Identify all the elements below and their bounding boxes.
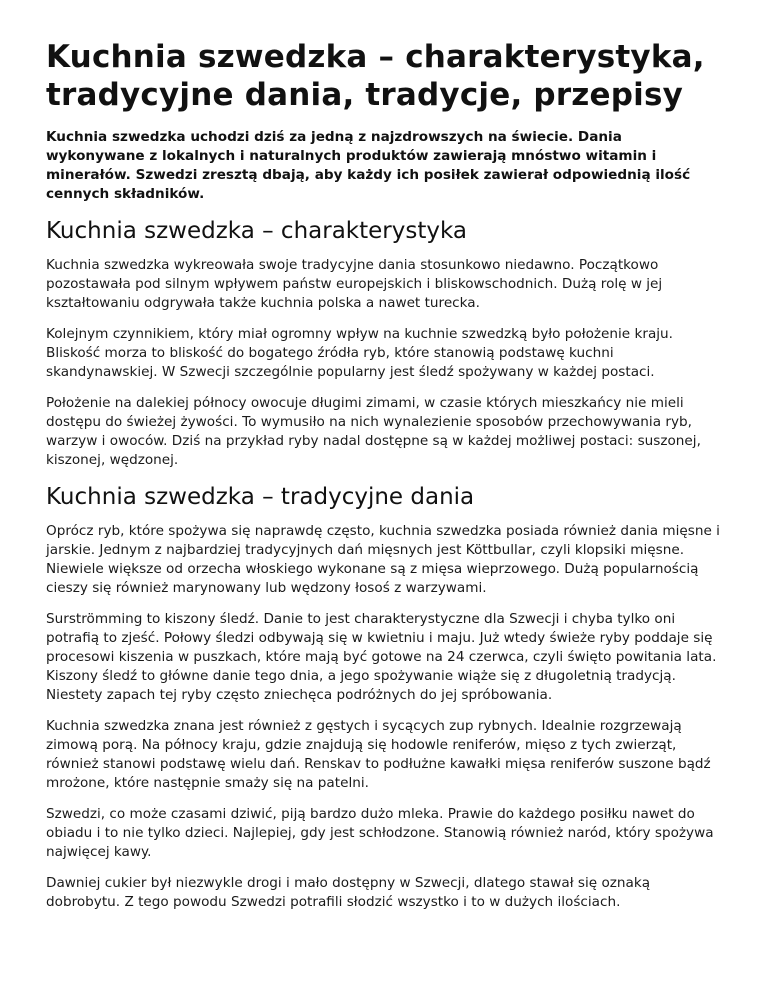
paragraph: Dawniej cukier był niezwykle drogi i mało dostępny w Szwecji, dlatego stawał się oznaką dobrobytu. Z tego powodu Szwedzi potrafili słodzić wszystko i to w dużych ilościach. xyxy=(46,875,651,910)
paragraph: Kuchnia szwedzka wykreowała swoje tradycyjne dania stosunkowo niedawno. Początkowo pozostawała pod silnym wpływem państw europejskich i bliskowschodnich. Dużą rolę w jej kształtowaniu odgrywała także kuchnia polska a nawet turecka. xyxy=(46,257,663,311)
paragraph: Kolejnym czynnikiem, który miał ogromny wpływ na kuchnie szwedzką było położenie kraju. Bliskość morza to bliskość do bogatego źródła ryb, które stanowią podstawę kuchni skandynawskiej. W Szwecji szczególnie popularny jest śledź spożywany w każdej postaci. xyxy=(46,326,673,380)
paragraph: Szwedzi, co może czasami dziwić, piją bardzo dużo mleka. Prawie do każdego posiłku nawet do obiadu i to nie tylko dzieci. Najlepiej, gdy jest schłodzone. Stanowią również naród, który spożywa najwięcej kawy. xyxy=(46,806,714,860)
page-title: Kuchnia szwedzka – charakterystyka, tradycyjne dania, tradycje, przepisy xyxy=(46,39,705,113)
section-heading-tradycyjne-dania: Kuchnia szwedzka – tradycyjne dania xyxy=(46,484,475,510)
paragraph: Surströmming to kiszony śledź. Danie to jest charakterystyczne dla Szwecji i chyba tylko oni potrafią to zjeść. Połowy śledzi odbywają się w kwietniu i maju. Już wtedy świeże ryby poddaje się procesowi kiszenia w puszkach, które mają być gotowe na 24 czerwca, czyli święto powitania lata. Kiszony śledź to główne danie tego dnia, a jego spożywanie wiąże się z długoletnią tradycją. Niestety zapach tej ryby często zniechęca podróżnych do jej spróbowania. xyxy=(46,611,717,703)
article-lead: Kuchnia szwedzka uchodzi dziś za jedną z najzdrowszych na świecie. Dania wykonywane z lokalnych i naturalnych produktów zawierają mnóstwo witamin i minerałów. Szwedzi zresztą dbają, aby każdy ich posiłek zawierał odpowiednią ilość cennych składników. xyxy=(46,129,691,202)
section-heading-charakterystyka: Kuchnia szwedzka – charakterystyka xyxy=(46,218,467,244)
paragraph: Kuchnia szwedzka znana jest również z gęstych i sycących zup rybnych. Idealnie rozgrzewają zimową porą. Na północy kraju, gdzie znajdują się hodowle reniferów, mięso z tych zwierząt, również stanowi podstawę wielu dań. Renskav to podłużne kawałki mięsa reniferów suszone bądź mrożone, które następnie smaży się na patelni. xyxy=(46,718,711,791)
paragraph: Oprócz ryb, które spożywa się naprawdę często, kuchnia szwedzka posiada również dania mięsne i jarskie. Jednym z najbardziej tradycyjnych dań mięsnych jest Köttbullar, czyli klopsiki mięsne. Niewiele większe od orzecha włoskiego wykonane są z mięsa wieprzowego. Dużą popularnością cieszy się również marynowany lub wędzony łosoś z warzywami. xyxy=(46,523,720,596)
paragraph: Położenie na dalekiej północy owocuje długimi zimami, w czasie których mieszkańcy nie mieli dostępu do świeżej żywości. To wymusiło na nich wynalezienie sposobów przechowywania ryb, warzyw i owoców. Dziś na przykład ryby nadal dostępne są w każdej możliwej postaci: suszonej, kiszonej, wędzonej. xyxy=(46,395,701,468)
